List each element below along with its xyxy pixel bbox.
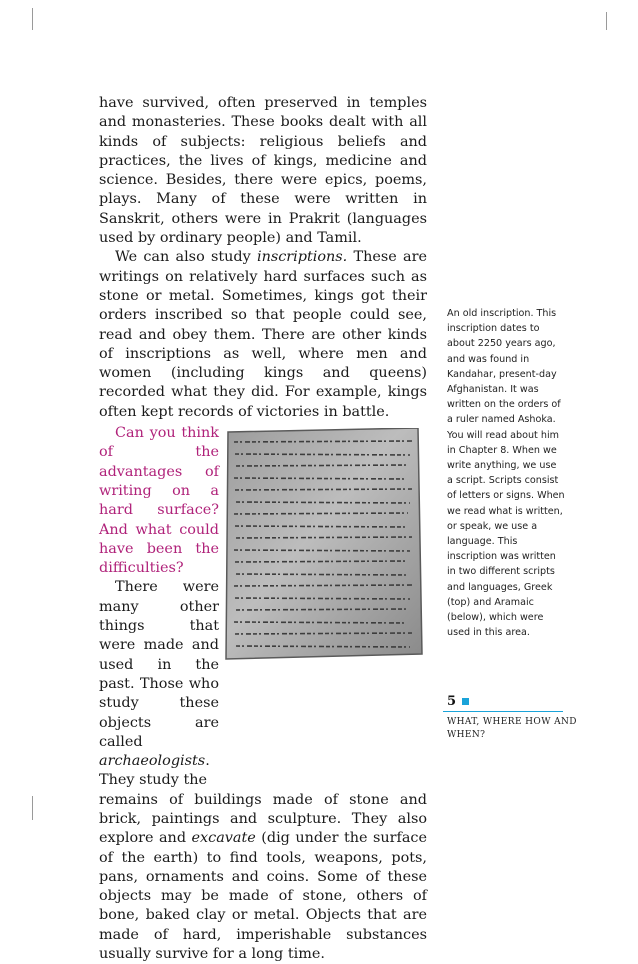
inscription-line	[236, 574, 406, 575]
crop-mark	[32, 796, 33, 820]
figure-wrap	[99, 424, 427, 791]
paragraph-books: have survived, often preserved in temples and monasteries. These books dealt with all kinds of subjects: religious beliefs and practices, the lives of kings, medicine and science. Besides, there were epics, poems, plays. Many of these were written in Sanskrit, others were in Prakrit (languages used by ordinary people) and Tamil.	[99, 95, 427, 247]
footer-rule	[443, 711, 563, 712]
question-prompt: Can you think of the advantages of writing on a hard surface? And what could have been the difficulties?	[99, 425, 219, 577]
inscription-photo	[222, 428, 423, 660]
wrapped-column	[99, 424, 219, 791]
crop-mark	[32, 8, 33, 30]
crop-mark	[606, 12, 607, 30]
inscription-line	[234, 622, 406, 623]
paragraph-archaeologists: There were many other things that were made and used in the past. Those who study these objects are called archaeologists. They study the	[99, 579, 219, 789]
term-archaeologists: archaeologists	[99, 753, 206, 770]
figure-caption: An old inscription. This inscription dates to about 2250 years ago, and was found in Kandahar, present-day Afghanistan. It was written on the orders of a ruler named Ashoka. You will read about him in Chapter 8. When we write anything, we use a script. Scripts consist of letters or signs. When we read what is written, or speak, we use a language. This inscription was written in two different scripts and languages, Greek (top) and Aramaic (below), which were used in this area.	[447, 308, 565, 639]
page-number: 5	[447, 694, 469, 709]
page-marker-square	[462, 698, 469, 705]
main-text	[99, 94, 427, 964]
term-excavate: excavate	[191, 830, 256, 847]
inscription-line	[234, 478, 406, 479]
paragraph-remains: remains of buildings made of stone and brick, paintings and sculpture. They also explore and excavate (dig under the surface of the earth) to find tools, weapons, pots, pans, ornaments and coins. Some of these objects may be made of stone, others of bone, baked clay or metal. Objects that are made of hard, imperishable substances usually survive for a long time.	[99, 791, 427, 963]
paragraph-inscriptions: We can also study inscriptions. These are writings on relatively hard surfaces such as stone or metal. Sometimes, kings got their orders inscribed so that people could see, read and obey them. There are other kinds of inscriptions as well, where men and women (including kings and queens) recorded what they did. For example, kings often kept records of victories in battle.	[99, 249, 427, 420]
term-inscriptions: inscriptions.	[256, 249, 348, 266]
inscription-line	[236, 609, 408, 610]
inscription-line	[236, 465, 408, 466]
inscription-line	[235, 561, 408, 562]
inscription-line	[235, 526, 406, 527]
running-head: WHAT, WHERE HOW AND WHEN?	[447, 717, 577, 740]
